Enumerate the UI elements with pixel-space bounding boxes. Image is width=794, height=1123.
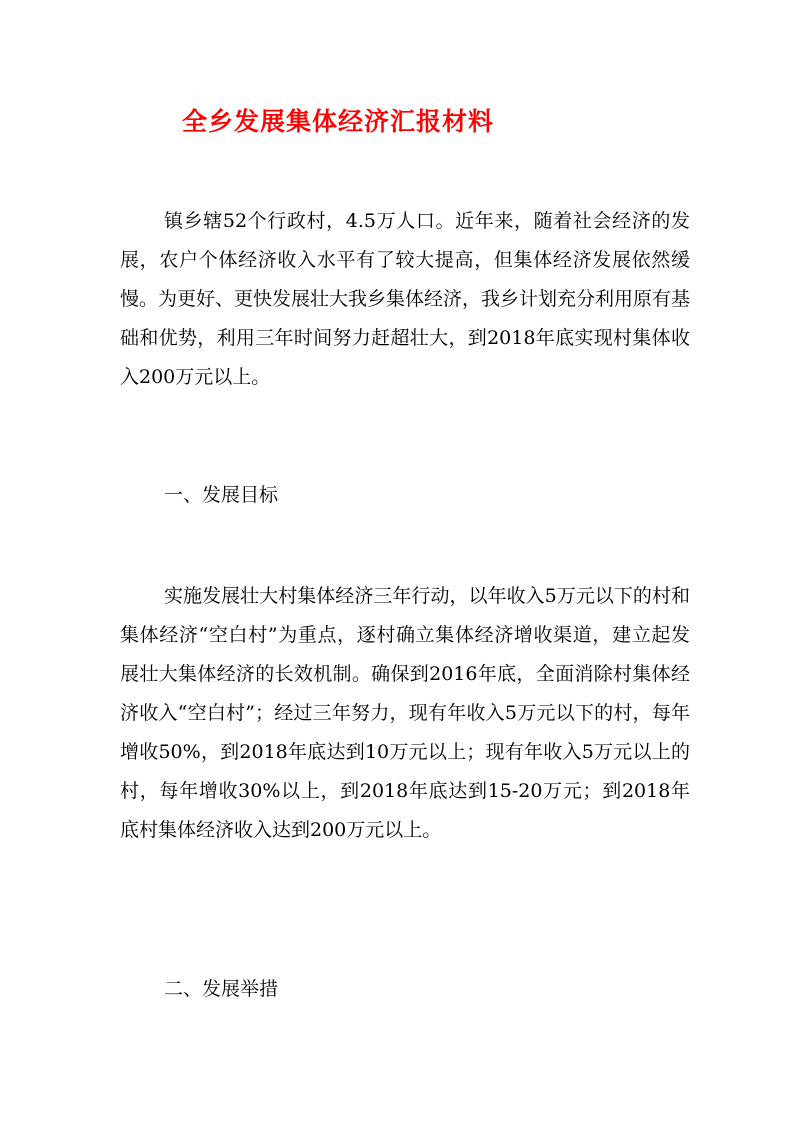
goals-paragraph: 实施发展壮大村集体经济三年行动，以年收入5万元以下的村和集体经济“空白村”为重点，逐村确立集体经济增收渠道，建立起发展壮大集体经济的长效机制。确保到2016年底，全面消除村集体经济收入“空白村”；经过三年努力，现有年收入5万元以下的村，每年增收50%，到2018年底达到10万元以上；现有年收入5万元以上的村，每年增收30%以上，到2018年底达到15-20万元；到2018年底村集体经济收入达到200万元以上。 bbox=[120, 585, 690, 841]
intro-paragraph: 镇乡辖52个行政村，4.5万人口。近年来，随着社会经济的发展，农户个体经济收入水平有了较大提高，但集体经济发展依然缓慢。为更好、更快发展壮大我乡集体经济，我乡计划充分利用原有基础和优势，利用三年时间努力赶超壮大，到2018年底实现村集体收入200万元以上。 bbox=[120, 210, 691, 388]
section-heading-measures: 二、发展举措 bbox=[164, 978, 279, 1000]
section-heading-goals: 一、发展目标 bbox=[164, 484, 279, 506]
document-title: 全乡发展集体经济汇报材料 bbox=[182, 107, 495, 136]
